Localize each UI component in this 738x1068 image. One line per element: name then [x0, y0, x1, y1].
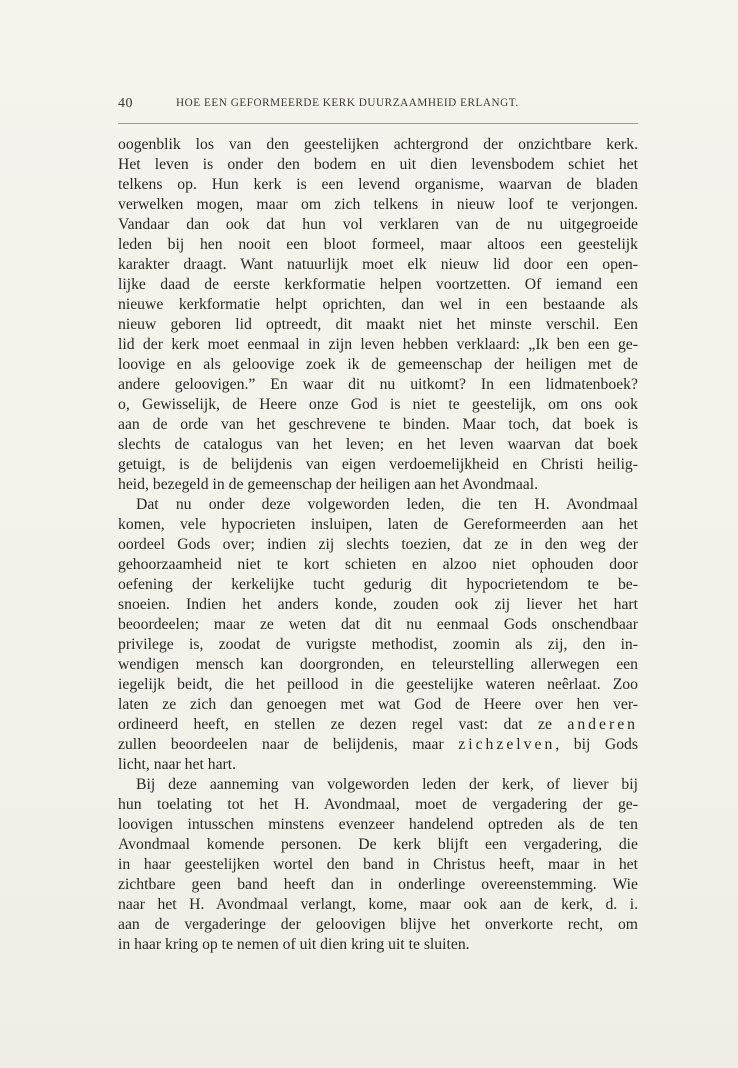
text-line: aan de vergaderinge der geloovigen blijve het onverkorte recht, om	[118, 916, 638, 933]
text-line: in haar kring op te nemen of uit dien kring uit te sluiten.	[118, 936, 470, 953]
text-line: privilege is, zoodat de vurigste methodist, zoomin als zij, den in-	[118, 636, 638, 653]
text-line: Vandaar dan ook dat hun vol verklaren van de nu uitgegroeide	[118, 216, 638, 233]
text-line: gehoorzaamheid niet te kort schieten en alzoo niet ophouden door	[118, 556, 638, 573]
text-line: slechts de catalogus van het leven; en het leven waarvan dat boek	[118, 436, 638, 453]
text-line: o, Gewisselijk, de Heere onze God is niet te geestelijk, om ons ook	[118, 396, 638, 413]
text-line: Avondmaal komende personen. De kerk blijft een vergadering, die	[118, 836, 638, 853]
text-line: Het leven is onder den bodem en uit dien levensbodem schiet het	[118, 156, 638, 173]
text-line: hun toelating tot het H. Avondmaal, moet de vergadering der ge-	[118, 796, 638, 813]
text-line: oogenblik los van den geestelijken achtergrond der onzichtbare kerk.	[118, 136, 638, 153]
text-line: nieuwe kerkformatie helpt oprichten, dan wel in een bestaande als	[118, 296, 638, 313]
emphasized-word: zichzelven	[458, 736, 556, 753]
text-line: lijke daad de eerste kerkformatie helpen voortzetten. Of iemand een	[118, 276, 638, 293]
text-line: wendigen mensch kan doorgronden, en teleurstelling allerwegen een	[118, 656, 638, 673]
text-line: loovigen intusschen minstens evenzeer handelend optreden als de ten	[118, 816, 638, 833]
text-line: loovige en als geloovige zoek ik de gemeenschap der heiligen met de	[118, 356, 638, 373]
line-text: ordineerd heeft, en stellen ze dezen regel vast: dat ze	[118, 716, 552, 733]
text-line: verwelken mogen, maar om zich telkens in nieuw loof te verjongen.	[118, 196, 638, 213]
text-line: leden bij hen nooit een bloot formeel, maar altoos een geestelijk	[118, 236, 638, 253]
text-line: getuigt, is de belijdenis van eigen verdoemelijkheid en Christi heilig-	[118, 456, 638, 473]
line-text: zullen beoordeelen naar de belijdenis, maar	[118, 736, 444, 753]
text-line-with-emphasis	[118, 735, 638, 755]
text-line: karakter draagt. Want natuurlijk moet elk nieuw lid door een open-	[118, 256, 638, 273]
page-header	[118, 96, 638, 116]
text-line: nieuw geboren lid optreedt, dit maakt niet het minste verschil. Een	[118, 316, 638, 333]
text-line: iegelijk beidt, die het peillood in die geestelijke wateren neêrlaat. Zoo	[118, 676, 638, 693]
text-line: naar het H. Avondmaal verlangt, kome, maar ook aan de kerk, d. i.	[118, 896, 638, 913]
text-line-with-emphasis	[118, 715, 638, 735]
header-rule	[118, 123, 638, 124]
page-number: 40	[118, 96, 133, 111]
text-line: oefening der kerkelijke tucht gedurig dit hypocrietendom te be-	[118, 576, 638, 593]
text-line: heid, bezegeld in de gemeenschap der heiligen aan het Avondmaal.	[118, 476, 539, 493]
text-line: aan de orde van het geschrevene te binden. Maar toch, dat boek is	[118, 416, 638, 433]
text-line: laten ze zich dan genoegen met wat God de Heere over hen ver-	[118, 696, 638, 713]
text-line: in haar geestelijken wortel den band in Christus heeft, maar in het	[118, 856, 638, 873]
text-line: Bij deze aanneming van volgeworden leden der kerk, of liever bij	[136, 776, 638, 793]
text-line: beoordeelen; maar ze weten dat dit nu eenmaal Gods onschendbaar	[118, 616, 638, 633]
text-line: zichtbare geen band heeft dan in onderlinge overeenstemming. Wie	[118, 876, 638, 893]
text-line: snoeien. Indien het anders konde, zouden ook zij liever het hart	[118, 596, 638, 613]
text-line: lid der kerk moet eenmaal in zijn leven hebben verklaard: „Ik ben een ge-	[118, 336, 638, 353]
line-text-tail: , bij Gods	[555, 736, 638, 753]
text-line: Dat nu onder deze volgeworden leden, die ten H. Avondmaal	[136, 496, 638, 513]
text-line: telkens op. Hun kerk is een levend organisme, waarvan de bladen	[118, 176, 638, 193]
body-text	[118, 135, 638, 955]
running-title: HOE EEN GEFORMEERDE KERK DUURZAAMHEID ERLANGT.	[176, 97, 519, 109]
text-line: andere geloovigen.” En waar dit nu uitkomt? In een lidmatenboek?	[118, 376, 638, 393]
text-line: komen, vele hypocrieten insluipen, laten de Gereformeerden aan het	[118, 516, 638, 533]
emphasized-word: anderen	[567, 716, 638, 733]
text-line: oordeel Gods over; indien zij slechts toezien, dat ze in den weg der	[118, 536, 638, 553]
text-line: licht, naar het hart.	[118, 756, 237, 773]
